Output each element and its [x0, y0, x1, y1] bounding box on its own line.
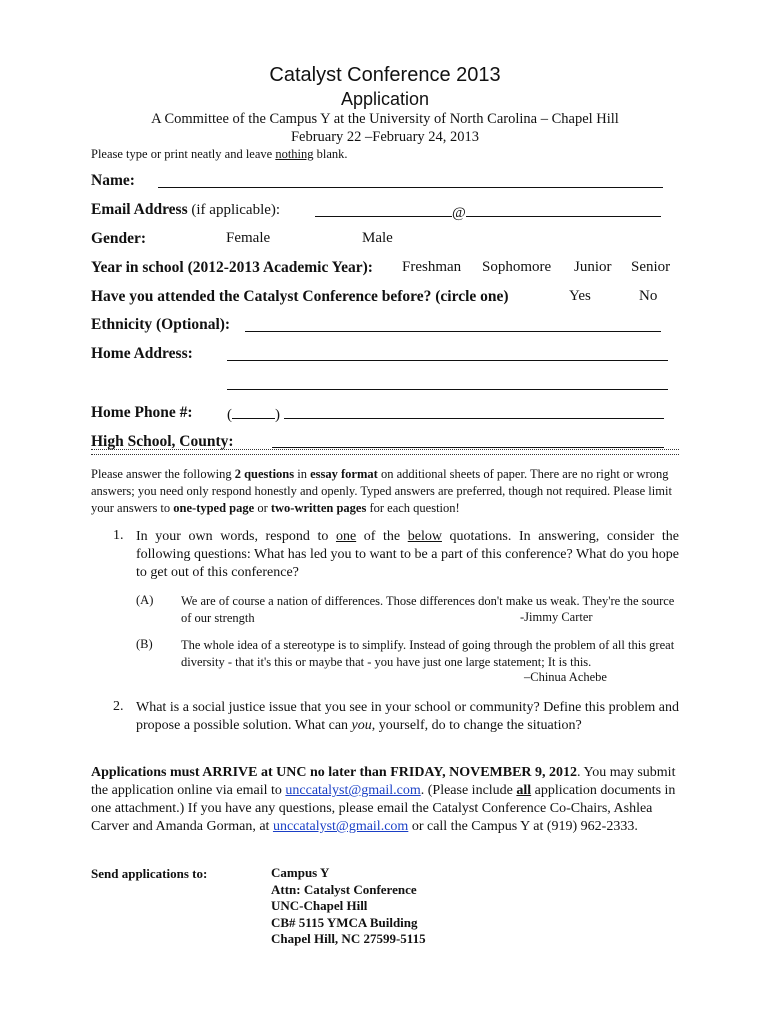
mailing-address [271, 865, 426, 948]
instruction-emphasis: nothing [275, 147, 314, 161]
q2-text-a: What is a social justice issue that you see in your school or community? Define this problem and propose a possible solution. What can [136, 700, 679, 733]
year-option-sophomore[interactable]: Sophomore [482, 259, 552, 275]
email-link-2[interactable]: unccatalyst@gmail.com [272, 819, 409, 834]
instructions-bold-4: two-written pages [270, 501, 367, 515]
year-option-senior[interactable]: Senior [631, 259, 671, 275]
email-row [91, 201, 280, 219]
phone-paren-open: ( [227, 407, 232, 423]
fill-instruction [91, 147, 348, 162]
email-label: Email Address [91, 201, 188, 218]
quote-a-label: (A) [136, 593, 154, 607]
gender-label: Gender: [91, 230, 147, 247]
instructions-text-3: on additional sheets of paper. There are no right or wrong answers; you need only respond honestly and openly. Typed answers are preferred, though not required. Please limit your answers to [91, 467, 672, 515]
footer-text-a: . You may submit the application online via email to [91, 765, 676, 798]
ethnicity-field[interactable] [245, 317, 661, 337]
instruction-text-end: blank. [313, 147, 348, 161]
instructions-text-1: Please answer the following [91, 467, 235, 481]
page-subtitle: Application [340, 89, 430, 109]
instructions-text-5: for each question! [366, 501, 460, 515]
attended-label: Have you attended the Catalyst Conference before? (circle one) [91, 288, 509, 305]
ethnicity-label: Ethnicity (Optional): [91, 316, 231, 333]
year-label: Year in school (2012-2013 Academic Year): [91, 259, 373, 276]
footer-text-c: application documents in one attachment.) If you have any questions, please email the Catalyst Conference Co-Chairs, Ashlea Carver and Amanda Gorman, at [91, 783, 676, 834]
address-line: Chapel Hill, NC 27599-5115 [271, 931, 426, 946]
email-link[interactable]: unccatalyst@gmail.com [285, 783, 421, 798]
essay-instructions [91, 466, 681, 517]
q1-text-c: quotations. In answering, consider the following questions: What has led you to want to be a part of this conference? What do you hope to get out of this conference? [136, 529, 680, 580]
quote-a-text: We are of course a nation of differences. Those differences don't make us weak. They're the source of our strength [181, 594, 675, 625]
q1-text-a: In your own words, respond to [136, 529, 336, 544]
attended-option-yes[interactable]: Yes [569, 288, 591, 304]
address-field-line-2[interactable] [227, 375, 668, 395]
quote-b-text: The whole idea of a stereotype is to simplify. Instead of going through the problem of all this great diversity - that it's this or maybe that - you have just one large statement; It is this. [181, 638, 675, 669]
instructions-text-2: in [294, 467, 311, 481]
gender-option-male[interactable]: Male [362, 230, 393, 246]
attended-option-no[interactable]: No [639, 288, 658, 304]
year-option-junior[interactable]: Junior [574, 259, 612, 275]
q1-underline-below: below [407, 529, 442, 544]
page-title: Catalyst Conference 2013 [269, 64, 501, 86]
quote-b-author: –Chinua Achebe [524, 670, 607, 684]
question-2-number: 2. [113, 699, 124, 714]
submission-info [91, 764, 681, 836]
footer-emph-all: all [516, 783, 532, 798]
footer-text-d: or call the Campus Y at (919) 962-2333. [408, 819, 638, 834]
address-label: Home Address: [91, 345, 193, 362]
name-field[interactable] [158, 173, 663, 193]
footer-text-b: . (Please include [420, 783, 517, 798]
email-at-sign: @ [452, 205, 466, 221]
conference-dates: February 22 –February 24, 2013 [290, 129, 480, 145]
q2-text-b: , yourself, do to change the situation? [371, 718, 582, 733]
phone-label: Home Phone #: [91, 404, 193, 421]
email-note: (if applicable): [187, 202, 281, 218]
q2-italic-you: you [351, 718, 372, 733]
deadline-bold: Applications must ARRIVE at UNC no later than FRIDAY, NOVEMBER 9, 2012 [91, 765, 578, 780]
q1-text-b: of the [356, 529, 408, 544]
year-option-freshman[interactable]: Freshman [402, 259, 462, 275]
phone-field[interactable] [227, 404, 664, 424]
instructions-text-4: or [254, 501, 271, 515]
committee-line: A Committee of the Campus Y at the University of North Carolina – Chapel Hill [151, 111, 619, 127]
quote-a-author: -Jimmy Carter [520, 609, 593, 624]
quote-b-label: (B) [136, 637, 153, 651]
school-label: High School, County: [91, 433, 234, 450]
phone-paren-close: ) [275, 407, 280, 423]
address-line: CB# 5115 YMCA Building [271, 914, 418, 930]
instructions-bold-3: one-typed page [173, 501, 255, 515]
address-line: Campus Y [271, 865, 330, 880]
send-label: Send applications to: [91, 866, 208, 881]
address-field-line-1[interactable] [227, 346, 668, 366]
section-divider [91, 449, 679, 455]
address-line: Attn: Catalyst Conference [271, 881, 417, 897]
instructions-bold-2: essay format [310, 467, 378, 481]
q1-underline-one: one [335, 529, 357, 544]
name-label: Name: [91, 172, 135, 189]
instruction-text: Please type or print neatly and leave [91, 147, 276, 161]
address-line: UNC-Chapel Hill [271, 898, 368, 913]
question-1-number: 1. [113, 528, 124, 543]
email-field[interactable] [315, 202, 661, 222]
instructions-bold-1: 2 questions [234, 467, 295, 481]
gender-option-female[interactable]: Female [226, 230, 271, 246]
question-1-text [136, 528, 679, 582]
question-2-text [136, 699, 679, 735]
